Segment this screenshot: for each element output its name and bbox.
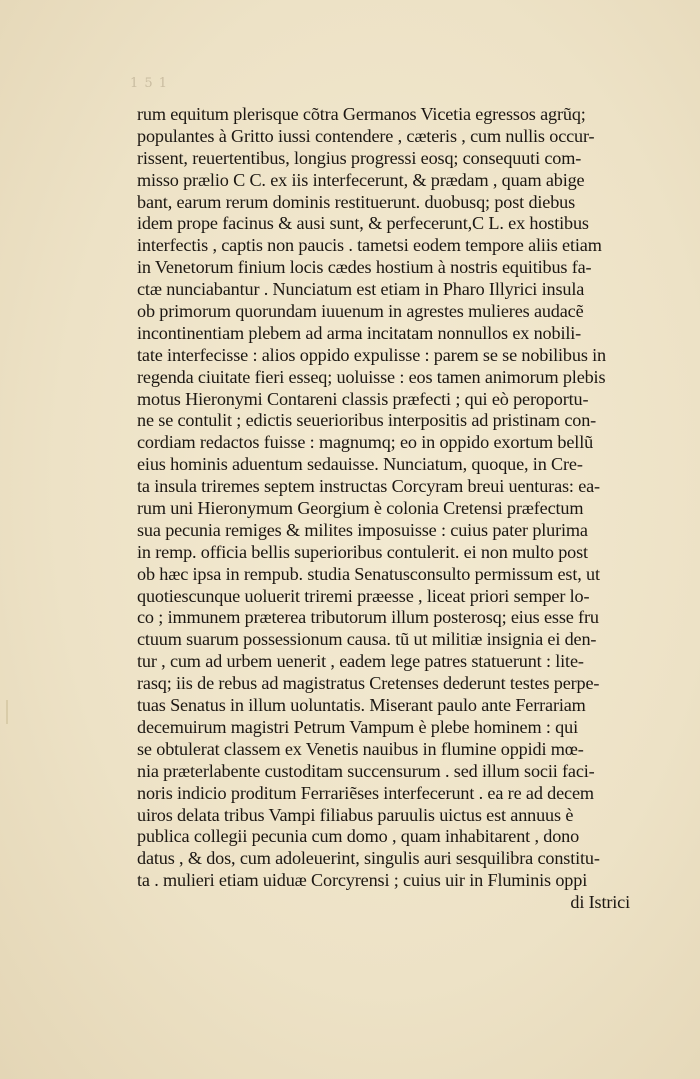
text-line: rissent, reuertentibus, longius progressi eosq; consequuti com- [137, 147, 582, 168]
text-line: datus , & dos, cum adoleuerint, singulis auri sesquilibra constitu- [137, 848, 600, 869]
text-line: sua pecunia remiges & milites imposuisse : cuius pater plurima [137, 519, 588, 540]
text-line: cordiam redactos fuisse : magnumq; eo in oppido exortum bellũ [137, 432, 594, 453]
text-line: bant, earum rerum dominis restituerunt. duobusq; post diebus [137, 191, 576, 212]
text-line: incontinentiam plebem ad arma incitatam nonnullos ex nobili- [137, 322, 582, 343]
text-line: rasq; iis de rebus ad magistratus Cretenses dederunt testes perpe- [137, 673, 600, 694]
text-line: regenda ciuitate fieri esseq; uoluisse : eos tamen animorum plebis [137, 366, 606, 387]
text-line: ctuum suarum possessionum causa. tũ ut militiæ insignia ei den- [137, 629, 597, 650]
text-line: tur , cum ad urbem uenerit , eadem lege patres statuerunt : lite- [137, 651, 584, 672]
text-line: quotiescunque uoluerit triremi præesse , liceat priori semper lo- [137, 585, 590, 606]
text-line: misso prælio C C. ex iis interfecerunt, & prædam , quam abige [137, 169, 585, 190]
text-line: decemuirum magistri Petrum Vampum è plebe hominem : qui [137, 716, 578, 737]
text-line: eius hominis aduentum sedauisse. Nunciatum, quoque, in Cre- [137, 454, 583, 475]
text-line: noris indicio proditum Ferrariẽses interfecerunt . ea re ad decem [137, 782, 594, 803]
text-line: rum uni Hieronymum Georgium è colonia Cretensi præfectum [137, 498, 584, 519]
text-line: publica collegii pecunia cum domo , quam inhabitarent , dono [137, 826, 580, 847]
text-line: idem prope facinus & ausi sunt, & perfecerunt,C L. ex hostibus [137, 213, 589, 234]
text-block [137, 104, 642, 914]
text-line: co ; immunem præterea tributorum illum posterosq; eius esse fru [137, 607, 599, 628]
text-line: nia præterlabente custoditam succensurum . sed illum socii faci- [137, 760, 595, 781]
paper-stain [6, 700, 8, 724]
text-line: ob primorum quorundam iuuenum in agrestes mulieres audacẽ [137, 301, 584, 322]
text-line: ne se contulit ; edictis seuerioribus interpositis ad pristinam con- [137, 410, 597, 431]
text-line: rum equitum plerisque cõtra Germanos Vicetia egressos agrũq; [137, 104, 586, 124]
text-line: tate interfecisse : alios oppido expulisse : parem se se nobilibus in [137, 344, 606, 365]
text-line: ob hæc ipsa in rempub. studia Senatusconsulto permissum est, ut [137, 563, 600, 584]
text-line: in Venetorum finium locis cædes hostium à nostris equitibus fa- [137, 257, 592, 278]
text-line: tuas Senatus in illum uoluntatis. Miserant paulo ante Ferrariam [137, 695, 586, 716]
text-line: ctæ nunciabantur . Nunciatum est etiam in Pharo Illyrici insula [137, 279, 585, 300]
text-line: in remp. officia bellis superioribus contulerit. ei non multo post [137, 541, 588, 562]
text-line: uiros delata tribus Vampi filiabus paruulis uictus est annuus è [137, 804, 574, 825]
catchword: di Istrici [570, 892, 630, 913]
text-line: ta insula triremes septem instructas Corcyram breui uenturas: ea- [137, 476, 600, 497]
text-line: ta . mulieri etiam uiduæ Corcyrensi ; cuius uir in Fluminis oppi [137, 870, 588, 891]
text-line: se obtulerat classem ex Venetis nauibus in flumine oppidi mœ- [137, 738, 584, 759]
text-line: motus Hieronymi Contareni classis præfecti ; qui eò peroportu- [137, 388, 589, 409]
text-line: interfectis , captis non paucis . tametsi eodem tempore aliis etiam [137, 235, 602, 256]
folio-number: 1 5 1 [130, 76, 169, 91]
text-line: populantes à Gritto iussi contendere , cæteris , cum nullis occur- [137, 125, 595, 146]
